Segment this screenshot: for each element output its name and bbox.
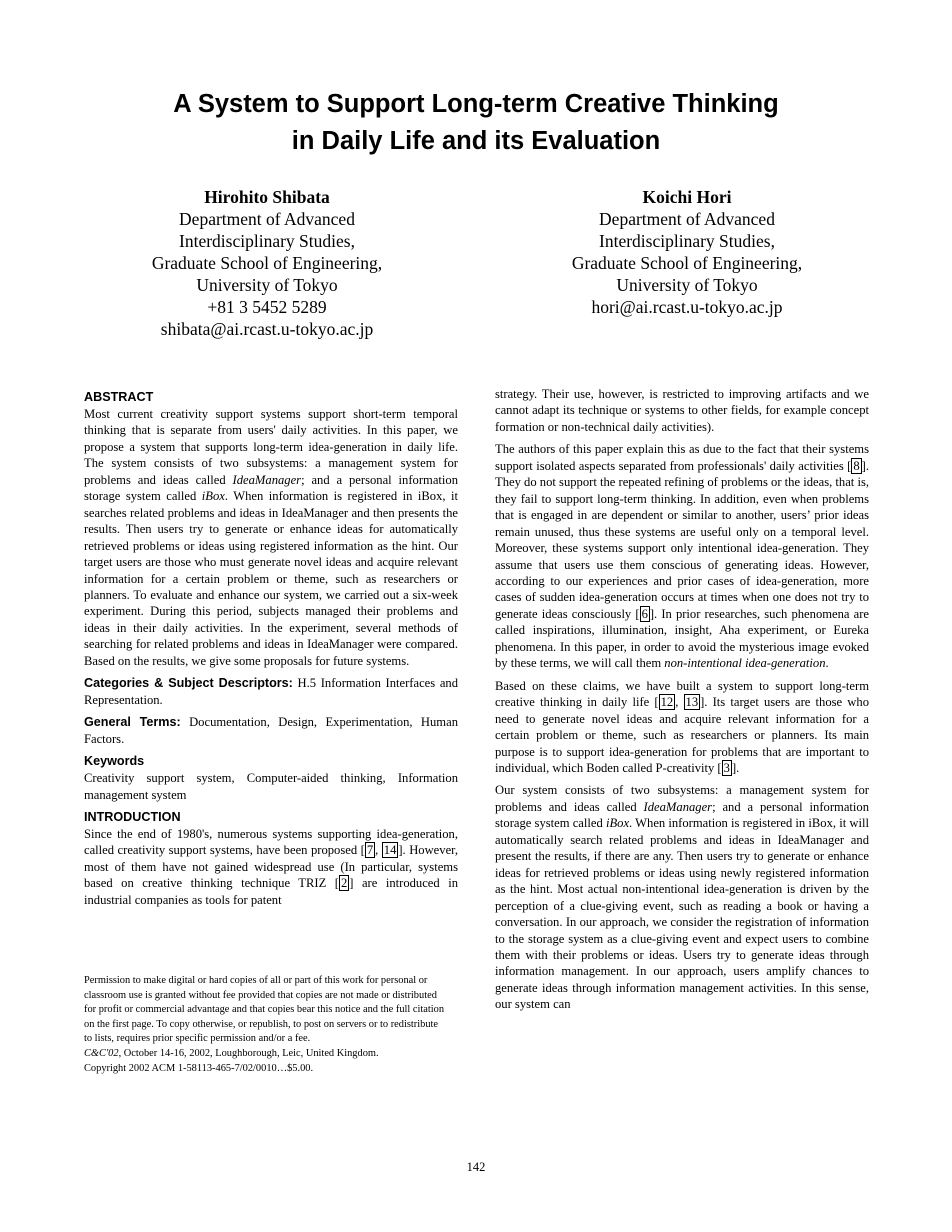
permission-text: Permission to make digital or hard copies of all or part of this work for personal or classroom use is granted without fee provided that copies are not made or distributed for profit or commercial advantage and that copies bear this notice and the full citation on the first page. To copy otherwise, or republish, to post on servers or to redistribute to lists, requires prior specific permission and/or a fee.	[84, 975, 445, 1045]
title-line-1: A System to Support Long-term Creative Thinking	[173, 90, 779, 118]
author-school: Graduate School of Engineering,	[571, 253, 803, 273]
author-phone: +81 3 5452 5289	[207, 297, 327, 317]
introduction-text: Since the end of 1980's, numerous systems supporting idea-generation, called creativity support systems, have been proposed [ 7 , 14 ]. However, most of them have not gained widespread use (In particular, systems based on creative thinking technique TRIZ [ 2 ] are introduced in industrial companies as tools for patent	[84, 826, 458, 907]
citation-link[interactable]: 12	[660, 695, 674, 710]
citation-link[interactable]: 7	[366, 843, 374, 858]
author-email: shibata@ai.rcast.u-tokyo.ac.jp	[160, 319, 374, 339]
conference-venue: C&C'02, October 14-16, 2002, Loughborough, Leic, United Kingdom.	[84, 1047, 379, 1059]
introduction-heading: INTRODUCTION	[84, 809, 181, 824]
permission-notice	[84, 974, 446, 1076]
author-block-1	[117, 186, 417, 340]
right-column	[495, 386, 869, 1019]
citation-link[interactable]: 13	[685, 695, 699, 710]
author-name: Hirohito Shibata	[204, 187, 330, 207]
keywords-heading: Keywords	[84, 754, 145, 769]
categories-heading: Categories & Subject Descriptors:	[84, 676, 293, 691]
abstract-text: Most current creativity support systems support short-term temporal thinking that is separate from users' daily activities. In this paper, we propose a system that supports long-term idea-generation in daily life. The system consists of two subsystems: a management system for problems and ideas called IdeaManager; and a personal information storage system called iBox. When information is registered in iBox, it searches related problems and ideas in IdeaManager and then presents the results. Then users try to generate or enhance ideas for automatically retrieved problems or ideas using registered information as the hint. Our target users are those who must generate novel ideas and acquire relevant information for a certain problem or theme, such as researchers or planners. To evaluate and enhance our system, we carried out a six-week experiment. During this period, subjects managed their problems and ideas in their daily activities. In the experiment, several methods of searching for related problems and ideas in IdeaManager were compared. Based on the results, we give some proposals for future systems.	[84, 407, 458, 668]
citation-link[interactable]: 3	[723, 760, 730, 775]
citation-link[interactable]: 6	[641, 606, 648, 621]
author-school: Graduate School of Engineering,	[151, 253, 383, 273]
left-column	[84, 389, 458, 914]
paragraph: Based on these claims, we have built a system to support long-term creative thinking in daily life [ 12 , 13 ]. Its target users are those who need to generate novel ideas and acquire relevant information for a certain problem or theme, such as researchers or planners. Its main purpose is to support idea-generation for problems that are important to individual, which Boden called P-creativity [ 3 ].	[495, 678, 869, 775]
keywords-text: Creativity support system, Computer-aided thinking, Information management system	[84, 771, 458, 802]
general-terms-heading: General Terms:	[84, 715, 181, 730]
paper-title	[0, 86, 952, 160]
author-department: Department of Advanced	[179, 209, 355, 229]
author-department: Interdisciplinary Studies,	[599, 231, 775, 251]
author-university: University of Tokyo	[616, 275, 758, 295]
author-department: Department of Advanced	[599, 209, 775, 229]
copyright-line: Copyright 2002 ACM 1-58113-465-7/02/0010…$5.00.	[84, 1062, 314, 1074]
citation-link[interactable]: 14	[383, 843, 397, 858]
categories-paragraph: Categories & Subject Descriptors: H.5 Information Interfaces and Representation.	[84, 676, 458, 707]
general-terms-paragraph: General Terms: Documentation, Design, Experimentation, Human Factors.	[84, 715, 458, 746]
author-block-2	[537, 186, 837, 318]
author-email: hori@ai.rcast.u-tokyo.ac.jp	[591, 297, 783, 317]
paragraph: Our system consists of two subsystems: a management system for problems and ideas called IdeaManager; and a personal information storage system called iBox. When information is registered in iBox, it will automatically search related problems and ideas in IdeaManager and present the results, if there are any. Then users try to generate or enhance ideas for retrieved problems or ideas using newly registered information as the hint. Most actual non-intentional idea-generation is driven by the perception of a clue-giving event, such as reading a book or having a conversation. In our approach, we consider the registration of information to the storage system as a clue-giving event and expect users to combine them with their problems or ideas. Users try to generate ideas through information management. In our approach, users amplify chances to generate ideas through information management activities. In this sense, our system can	[495, 783, 869, 1012]
page-number: 142	[466, 1160, 486, 1174]
author-name: Koichi Hori	[642, 187, 732, 207]
paragraph: The authors of this paper explain this as due to the fact that their systems support isolated aspects separated from professionals' daily activities [ 8 ]. They do not support the repeated refining of problems or the ideas, that is, they fail to support long-term thinking. In addition, even when problems that is engaged in are dependent or similar to another, users’ prior ideas remain unused, thus these systems are useful only on a temporal level. Moreover, these systems support only intentional idea-generation. They assume that users use them conscious of generating ideas. However, according to our experiences and prior cases of idea-generation, more cases of sudden idea-generation occurs at times when one does not try to generate ideas consciously [ 6 ]. In prior researches, such phenomena are called inspirations, illumination, insight, Aha experiment, or Eureka phenomena. In this paper, in order to avoid the mysterious image evoked by these terms, we will call them non-intentional idea-generation.	[495, 442, 870, 671]
citation-link[interactable]: 2	[340, 876, 348, 891]
abstract-heading: ABSTRACT	[84, 390, 154, 404]
author-university: University of Tokyo	[196, 275, 338, 295]
title-line-2: in Daily Life and its Evaluation	[291, 127, 661, 155]
author-department: Interdisciplinary Studies,	[179, 231, 355, 251]
citation-link[interactable]: 8	[853, 458, 860, 473]
paragraph: strategy. Their use, however, is restricted to improving artifacts and we cannot adapt its technique or systems to other fields, for example concept formation or non-technical daily activities).	[495, 387, 869, 434]
